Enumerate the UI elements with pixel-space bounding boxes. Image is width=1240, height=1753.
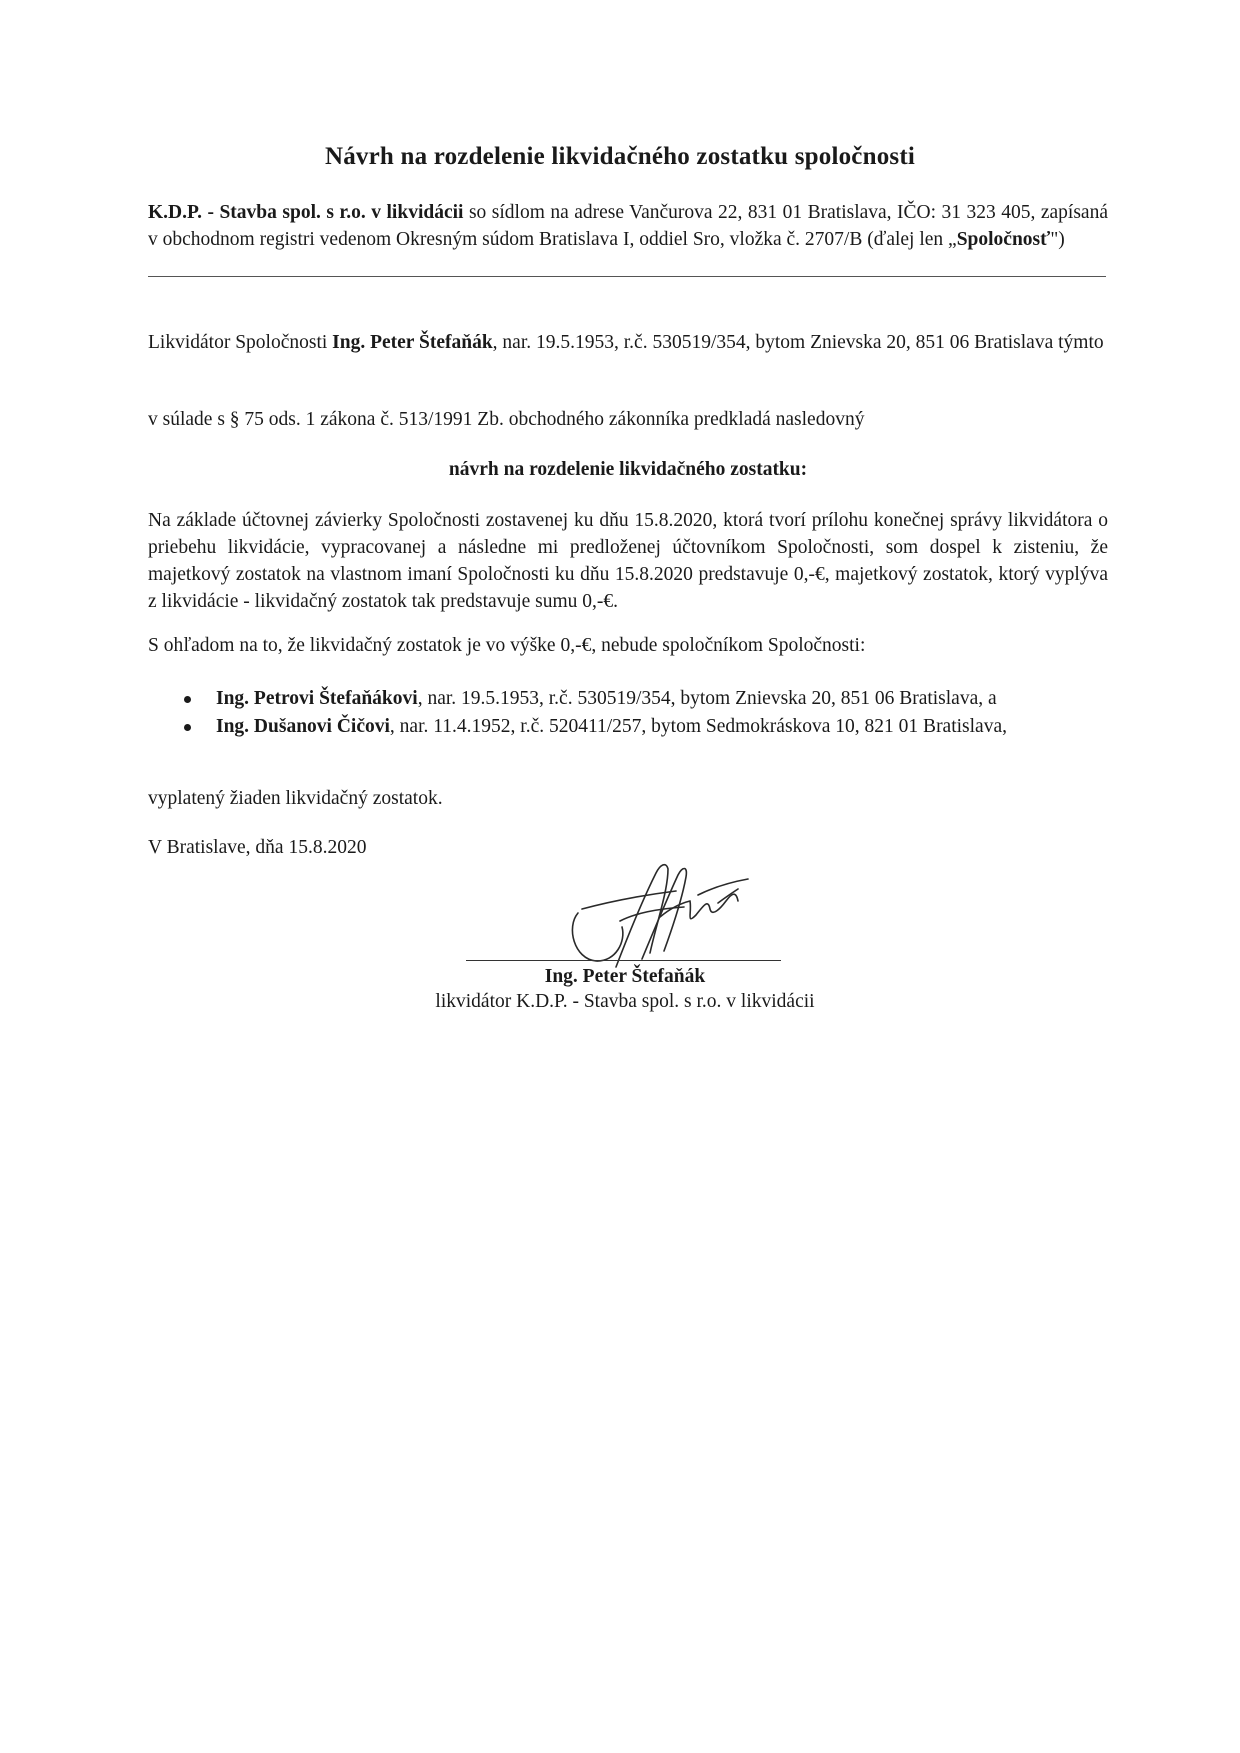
partner-details: , nar. 11.4.1952, r.č. 520411/257, bytom Sedmokráskova 10, 821 01 Bratislava, <box>389 716 1007 737</box>
handwritten-signature <box>560 855 800 975</box>
signer-name: Ing. Peter Štefaňák <box>544 966 706 987</box>
list-item <box>148 685 1108 712</box>
bullet-icon <box>184 724 191 731</box>
company-name: K.D.P. - Stavba spol. s r.o. v likvidácii <box>148 202 464 223</box>
company-short-name: Spoločnosť <box>956 229 1051 250</box>
intro-paragraph <box>148 199 1108 253</box>
liquidator-details: , nar. 19.5.1953, r.č. 530519/354, bytom Znievska 20, 851 06 Bratislava týmto <box>492 332 1104 353</box>
liquidator-name: Ing. Peter Štefaňák <box>332 332 493 353</box>
place-date: V Bratislave, dňa 15.8.2020 <box>148 837 367 858</box>
partner-details: , nar. 19.5.1953, r.č. 530519/354, bytom Znievska 20, 851 06 Bratislava, a <box>417 688 997 709</box>
legal-basis-paragraph: v súlade s § 75 ods. 1 zákona č. 513/1991 Zb. obchodného zákonníka predkladá nasledovný <box>148 409 865 430</box>
regard-paragraph: S ohľadom na to, že likvidačný zostatok je vo výške 0,-€, nebude spoločníkom Spoločnosti: <box>148 635 866 656</box>
partner-name: Ing. Dušanovi Čičovi <box>216 716 390 737</box>
partner-name: Ing. Petrovi Štefaňákovi <box>216 688 418 709</box>
company-short-name-close: ") <box>1050 229 1065 250</box>
proposal-subtitle: návrh na rozdelenie likvidačného zostatku: <box>448 459 808 480</box>
header-divider <box>148 276 1106 277</box>
signature-line <box>466 960 781 961</box>
list-item <box>148 713 1108 740</box>
paid-line: vyplatený žiaden likvidačný zostatok. <box>148 788 443 809</box>
company-details: so sídlom na adrese Vančurova 22, 831 01 Bratislava, IČO: 31 323 405, zapísaná v obchodnom registri vedenom Okresným súdom Bratislava I, oddiel Sro, vložka č. 2707/B (ďalej len „ <box>148 202 1108 250</box>
basis-paragraph: Na základe účtovnej závierky Spoločnosti zostavenej ku dňu 15.8.2020, ktorá tvorí prílohu konečnej správy likvidátora o priebehu likvidácie, vypracovanej a následne mi predloženej účtovníkom Spoločnosti, som dospel k zisteniu, že majetkový zostatok na vlastnom imaní Spoločnosti ku dňu 15.8.2020 predstavuje 0,-€, majetkový zostatok, ktorý vyplýva z likvidácie - likvidačný zostatok tak predstavuje sumu 0,-€. <box>148 510 1108 612</box>
partners-list <box>148 685 1108 740</box>
liquidator-lead: Likvidátor Spoločnosti <box>148 332 333 353</box>
liquidator-paragraph <box>148 329 1108 356</box>
signer-role: likvidátor K.D.P. - Stavba spol. s r.o. v likvidácii <box>435 991 815 1012</box>
document-title: Návrh na rozdelenie likvidačného zostatku spoločnosti <box>324 143 916 170</box>
bullet-icon <box>184 696 191 703</box>
